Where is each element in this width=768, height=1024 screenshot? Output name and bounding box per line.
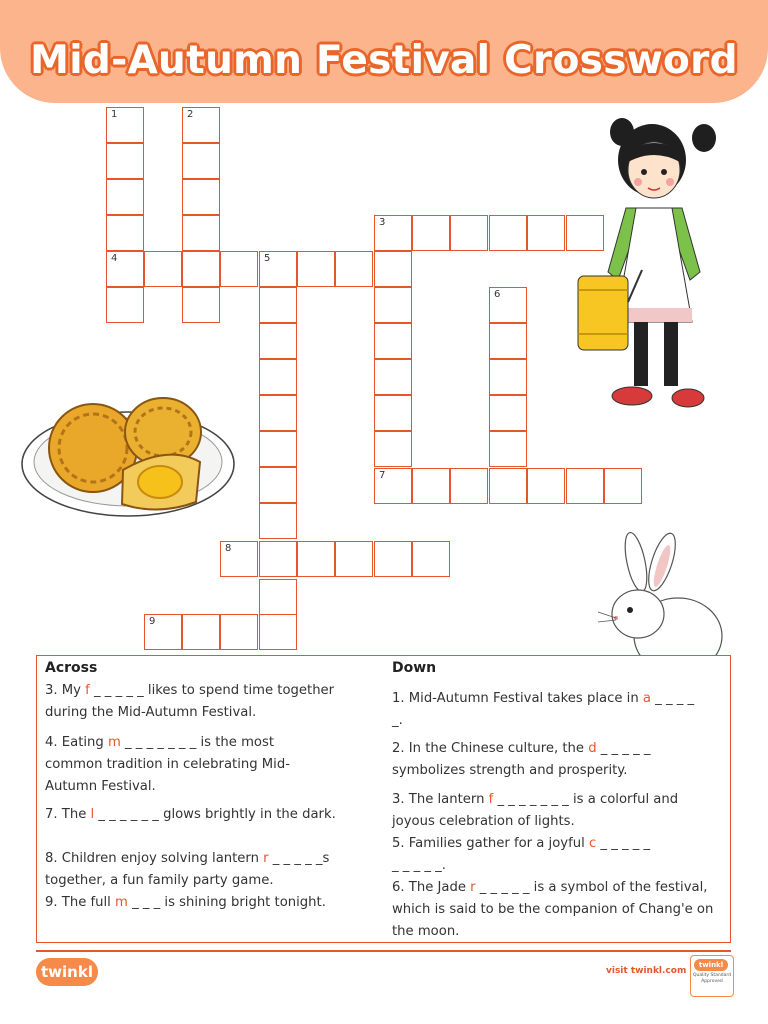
cell[interactable] (527, 215, 565, 251)
cell[interactable] (259, 359, 297, 395)
clue-down-1 (392, 688, 702, 732)
clue-number-8: 8 (225, 543, 232, 554)
clue-letter: a (642, 691, 651, 706)
cell-6-down[interactable] (489, 287, 527, 323)
clues-panel (36, 655, 731, 943)
cell[interactable] (106, 215, 144, 251)
clue-number-5: 5 (264, 253, 271, 264)
cell[interactable] (259, 323, 297, 359)
cell[interactable] (259, 579, 297, 615)
clue-text: 5. Families gather for a joyful (392, 836, 589, 851)
cell[interactable] (604, 468, 642, 504)
across-heading: Across (45, 660, 98, 676)
clue-text: 7. The (45, 807, 91, 822)
clue-across-9 (45, 892, 385, 914)
cell-5-down[interactable] (259, 251, 297, 287)
cell[interactable] (489, 323, 527, 359)
visit-link[interactable]: visit twinkl.com (606, 966, 687, 976)
cell[interactable] (489, 468, 527, 504)
cell[interactable] (182, 179, 220, 215)
clue-text: _ _ _ _ _s together, a fun family party game. (45, 851, 330, 888)
cell[interactable] (489, 431, 527, 467)
clue-text: _ _ _ is shining bright tonight. (127, 895, 326, 910)
cell[interactable] (182, 251, 220, 287)
clue-letter: f (85, 683, 90, 698)
cell-2-down[interactable] (182, 107, 220, 143)
clue-text: _ _ _ _ _ _ _ _ _ _. (392, 836, 651, 873)
clue-letter: m (115, 895, 128, 910)
cell[interactable] (374, 323, 412, 359)
clue-number-2: 2 (187, 109, 194, 120)
cell[interactable] (259, 541, 297, 577)
cell-4-across[interactable] (106, 251, 144, 287)
cell[interactable] (374, 395, 412, 431)
cell[interactable] (106, 143, 144, 179)
cell[interactable] (259, 614, 297, 650)
cell[interactable] (259, 467, 297, 503)
clue-number-1: 1 (111, 109, 118, 120)
clue-text: _ _ _ _ _ _ glows brightly in the dark. (94, 807, 336, 822)
clue-text: 3. My (45, 683, 86, 698)
cell[interactable] (297, 541, 335, 577)
clue-down-3 (392, 789, 722, 833)
cell[interactable] (374, 287, 412, 323)
cell[interactable] (335, 251, 373, 287)
clue-across-3 (45, 680, 380, 724)
clue-text: 3. The lantern (392, 792, 489, 807)
clue-text: 2. In the Chinese culture, the (392, 741, 589, 756)
cell[interactable] (450, 215, 488, 251)
clue-down-2 (392, 738, 722, 782)
footer-divider (36, 950, 731, 952)
cell[interactable] (374, 359, 412, 395)
clue-text: _ _ _ _ _. (392, 691, 695, 728)
cell[interactable] (106, 287, 144, 323)
clue-letter: r (263, 851, 269, 866)
cell[interactable] (220, 251, 258, 287)
clue-down-5 (392, 833, 652, 877)
clue-text: 6. The Jade (392, 880, 471, 895)
cell[interactable] (450, 468, 488, 504)
clue-across-7 (45, 804, 365, 826)
clue-letter: l (90, 807, 95, 822)
badge-logo: twinkl (694, 959, 728, 971)
cell[interactable] (374, 431, 412, 467)
cell[interactable] (374, 251, 412, 287)
clue-number-3: 3 (379, 217, 386, 228)
twinkl-logo[interactable]: twinkl (36, 958, 98, 986)
cell[interactable] (527, 468, 565, 504)
cell[interactable] (259, 287, 297, 323)
cell[interactable] (182, 143, 220, 179)
cell[interactable] (412, 468, 450, 504)
clue-number-6: 6 (494, 289, 501, 300)
clue-number-9: 9 (149, 616, 156, 627)
cell-9-across[interactable] (144, 614, 182, 650)
cell-8-across[interactable] (220, 541, 258, 577)
cell[interactable] (489, 359, 527, 395)
clue-text: _ _ _ _ _ symbolizes strength and prosperity. (392, 741, 651, 778)
cell[interactable] (182, 215, 220, 251)
badge-text: Quality Standard Approved (693, 973, 731, 984)
clue-across-4 (45, 732, 335, 798)
cell[interactable] (259, 503, 297, 539)
cell[interactable] (182, 287, 220, 323)
cell[interactable] (566, 215, 604, 251)
clue-across-8 (45, 848, 385, 892)
clue-text: _ _ _ _ _ is a symbol of the festival, which is said to be the companion of Chang'e on the moon. (392, 880, 714, 939)
cell[interactable] (412, 541, 450, 577)
cell[interactable] (335, 541, 373, 577)
cell[interactable] (144, 251, 182, 287)
cell[interactable] (259, 431, 297, 467)
clue-number-4: 4 (111, 253, 118, 264)
clue-letter: r (470, 880, 476, 895)
clue-letter: m (107, 735, 121, 750)
cell[interactable] (489, 215, 527, 251)
cell-3-across[interactable] (374, 215, 412, 251)
cell-7-across[interactable] (374, 468, 412, 504)
clue-text: _ _ _ _ _ _ _ is the most common tradition in celebrating Mid-Autumn Festival. (45, 735, 290, 794)
clue-text: 1. Mid-Autumn Festival takes place in (392, 691, 643, 706)
quality-badge (690, 955, 734, 997)
cell[interactable] (259, 395, 297, 431)
cell[interactable] (489, 395, 527, 431)
down-heading: Down (392, 660, 437, 676)
clue-text: 9. The full (45, 895, 116, 910)
clue-text: 8. Children enjoy solving lantern (45, 851, 264, 866)
cell[interactable] (220, 614, 258, 650)
clue-text: _ _ _ _ _ _ _ is a colorful and joyous celebration of lights. (392, 792, 679, 829)
cell[interactable] (374, 541, 412, 577)
clue-text: _ _ _ _ _ likes to spend time together during the Mid-Autumn Festival. (45, 683, 335, 720)
cell[interactable] (182, 614, 220, 650)
cell-1-down[interactable] (106, 107, 144, 143)
clue-number-7: 7 (379, 470, 386, 481)
page-title: Mid-Autumn Festival Crossword (30, 38, 738, 83)
clue-text: 4. Eating (45, 735, 108, 750)
clue-down-6 (392, 877, 722, 943)
clue-letter: f (488, 792, 494, 807)
clue-letter: c (588, 836, 597, 851)
clue-letter: d (588, 741, 597, 756)
cell[interactable] (297, 251, 335, 287)
cell[interactable] (412, 215, 450, 251)
cell[interactable] (106, 179, 144, 215)
cell[interactable] (566, 468, 604, 504)
